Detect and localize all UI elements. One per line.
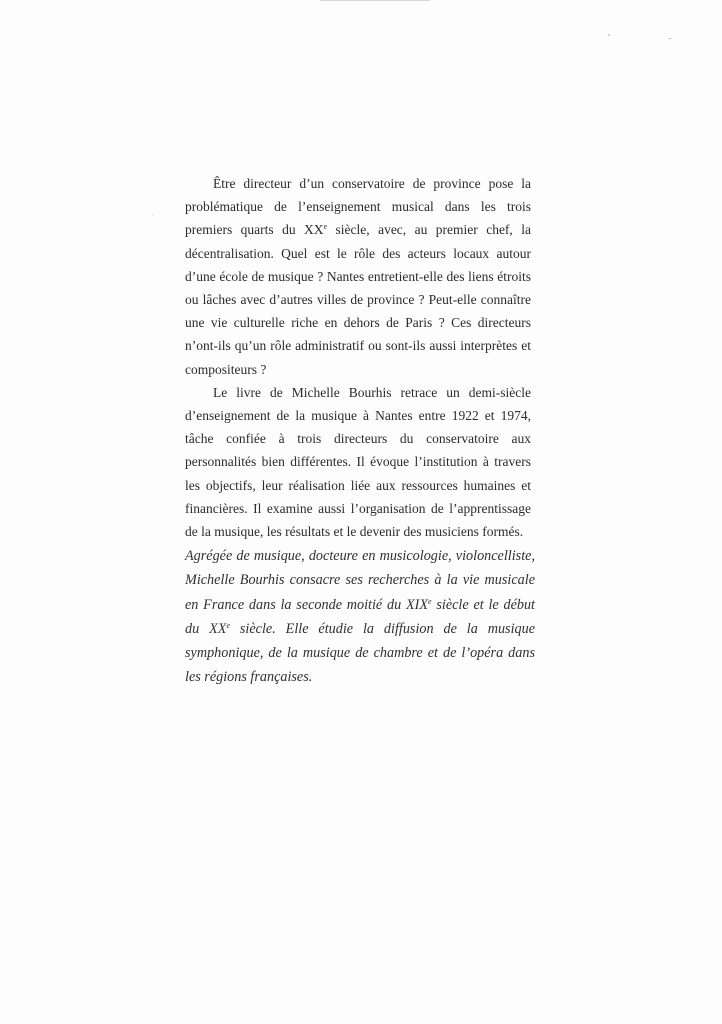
p1-text-a: Être directeur d’un conservatoire de province pose la problématique de l’enseignement musical dans les trois premiers quarts du XX bbox=[185, 176, 531, 238]
bio-text-a: Agrégée de musique, docteure en musicologie, violoncelliste, Michelle Bourhis consacre ses recherches à la vie musicale en France dans la seconde moitié du XIX bbox=[185, 548, 535, 613]
scan-artifact-line bbox=[320, 0, 430, 1]
scan-speck bbox=[152, 215, 153, 216]
back-cover-summary bbox=[185, 172, 531, 543]
bio-text-b: siècle et le début du XX bbox=[185, 596, 535, 637]
bio-text-c: siècle. Elle étudie la diffusion de la musique symphonique, de la musique de chambre et de l’opéra dans les régions françaises. bbox=[185, 620, 535, 686]
author-bio bbox=[185, 544, 535, 690]
p1-superscript: e bbox=[323, 222, 328, 232]
summary-paragraph-2: Le livre de Michelle Bourhis retrace un demi-siècle d’enseignement de la musique à Nantes entre 1922 et 1974, tâche confiée à trois directeurs du conservatoire aux personnalités bien différentes. Il évoque l’institution à travers les objectifs, leur réalisation liée aux ressources humaines et financières. Il examine aussi l’organisation de l’apprentissage de la musique, les résultats et le devenir des musiciens formés. bbox=[185, 384, 531, 540]
scan-speck bbox=[668, 38, 672, 39]
p1-text-b: siècle, avec, au premier chef, la décentralisation. Quel est le rôle des acteurs locaux autour d’une école de musique ? Nantes entretient-elle des liens étroits ou lâches avec d’autres villes de province ? Peut-elle connaître une vie culturelle riche en dehors de Paris ? Ces directeurs n’ont-ils qu’un rôle administratif ou sont-ils aussi interprètes et compositeurs ? bbox=[185, 222, 531, 377]
bio-superscript-2: e bbox=[226, 620, 230, 630]
summary-paragraph-1 bbox=[185, 172, 531, 381]
scan-speck bbox=[608, 34, 610, 36]
bio-superscript-1: e bbox=[428, 596, 432, 606]
